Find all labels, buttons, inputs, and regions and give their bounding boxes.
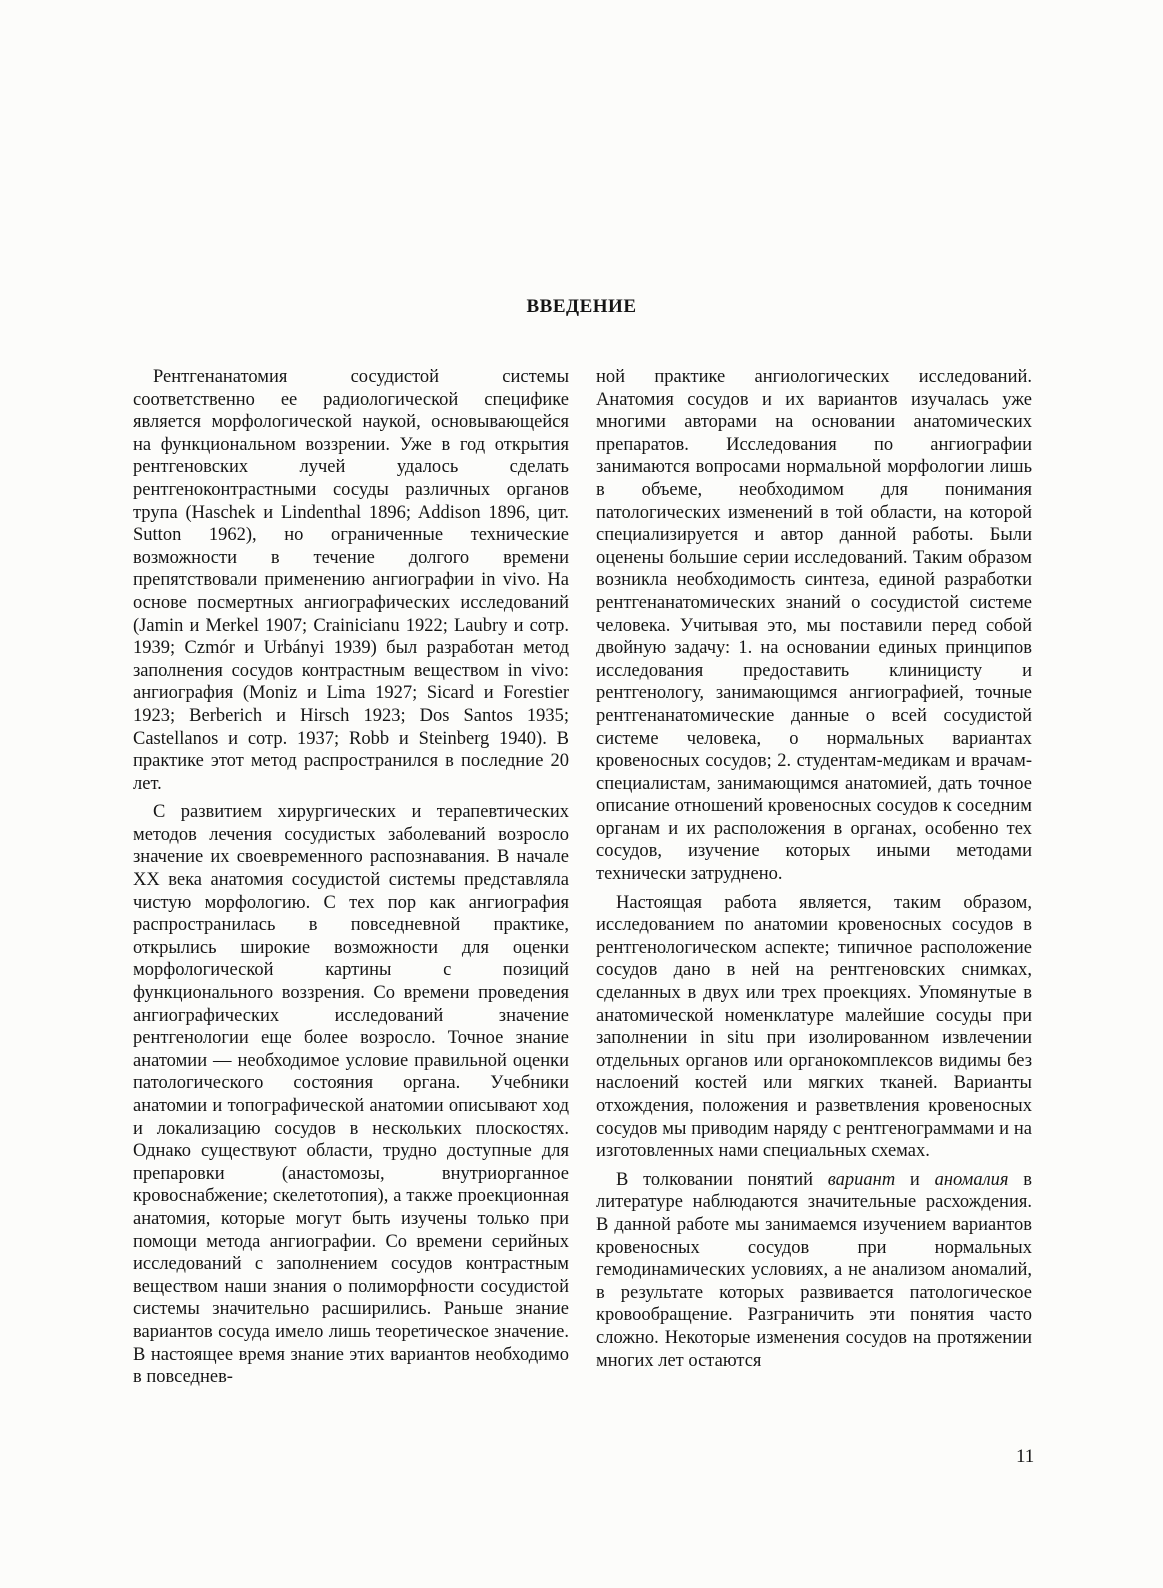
emphasis-term: аномалия — [934, 1169, 1009, 1190]
page-title: ВВЕДЕНИЕ — [526, 296, 637, 317]
left-column — [133, 366, 569, 1395]
paragraph: Настоящая работа является, таким образом, исследованием по анатомии кровеносных сосудов в рентгенологическом аспекте; типичное расположение сосудов дано в ней на рентгеновских снимках, сделанных в двух или трех проекциях. Упомянутые в анатомической номенклатуре малейшие сосуды при заполнении in situ при изолированном извлечении отдельных органов или органокомплексов видимы без наслоений костей или мягких тканей. Варианты отхождения, положения и разветвления кровеносных сосудов мы приводим наряду с рентгенограммами и на изготовленных нами специальных схемах. — [596, 892, 1032, 1162]
text-run: В толковании понятий — [616, 1169, 828, 1190]
emphasis-term: вариант — [827, 1169, 896, 1190]
paragraph: Рентгенанатомия сосудистой системы соответственно ее радиологической специфике является морфологической наукой, основывающейся на функциональном воззрении. Уже в год открытия рентгеновских лучей удалось сделать рентгеноконтрастными сосуды различных органов трупа (Haschek и Lindenthal 1896; Addison 1896, цит. Sutton 1962), но ограниченные технические возможности в течение долгого времени препятствовали применению ангиографии in vivo. На основе посмертных ангиографических исследований (Jamin и Merkel 1907; Crainicianu 1922; Laubry и сотр. 1939; Czmór и Urbányi 1939) был разработан метод заполнения сосудов контрастным веществом in vivo: ангиография (Moniz и Lima 1927; Sicard и Forestier 1923; Berberich и Hirsch 1923; Dos Santos 1935; Castellanos и сотр. 1937; Robb и Steinberg 1940). В практике этот метод распространился в последние 20 лет. — [133, 367, 569, 794]
text-run: и — [895, 1169, 935, 1190]
text-run: в литературе наблюдаются значительные расхождения. В данной работе мы занимаемся изучением вариантов кровеносных сосудов при нормальных гемодинамических условиях, а не анализом аномалий, в результате которых развивается патологическое кровообращение. Разграничить эти понятия часто сложно. Некоторые изменения сосудов на протяжении многих лет остаются — [596, 1169, 1032, 1371]
paragraph: ной практике ангиологических исследований. Анатомия сосудов и их вариантов изучалась уже многими авторами на основании анатомических препаратов. Исследования по ангиографии занимаются вопросами нормальной морфологии лишь в объеме, необходимом для понимания патологических изменений в той области, на которой специализируется и автор данной работы. Были оценены большие серии исследований. Таким образом возникла необходимость синтеза, единой разработки рентгенанатомических знаний о сосудистой системе человека. Учитывая это, мы поставили перед собой двойную задачу: 1. на основании единых принципов исследования предоставить клиницисту и рентгенологу, занимающимся ангиографией, точные рентгенанатомические данные о всей сосудистой системе человека, о нормальных вариантах кровеносных сосудов; 2. студентам-медикам и врачам-специалистам, занимающимся анатомией, дать точное описание отношений кровеносных сосудов к соседним органам и их расположения в органах, особенно тех сосудов, изучение которых иными методами технически затруднено. — [596, 367, 1032, 885]
page-number: 11 — [1016, 1446, 1035, 1467]
paragraph — [596, 1169, 1032, 1372]
right-column — [596, 366, 1032, 1378]
paragraph: С развитием хирургических и терапевтических методов лечения сосудистых заболеваний возросло значение их своевременного распознавания. В начале XX века анатомия сосудистой системы представляла чистую морфологию. С тех пор как ангиография распространилась в повседневной практике, открылись широкие возможности для оценки морфологической картины с позиций функционального воззрения. Со времени проведения ангиографических исследований значение рентгенологии еще более возросло. Точное знание анатомии — необходимое условие правильной оценки патологического состояния органа. Учебники анатомии и топографической анатомии описывают ход и локализацию сосудов в нескольких плоскостях. Однако существуют области, трудно доступные для препаровки (анастомозы, внутриорганное кровоснабжение; скелетотопия), а также проекционная анатомия, которые могут быть изучены только при помощи метода ангиографии. Со времени серийных исследований с заполнением сосудов контрастным веществом наши знания о полиморфности сосудистой системы значительно расширились. Раньше знание вариантов сосуда имело лишь теоретическое значение. В настоящее время знание этих вариантов необходимо в повседнев- — [133, 802, 569, 1388]
